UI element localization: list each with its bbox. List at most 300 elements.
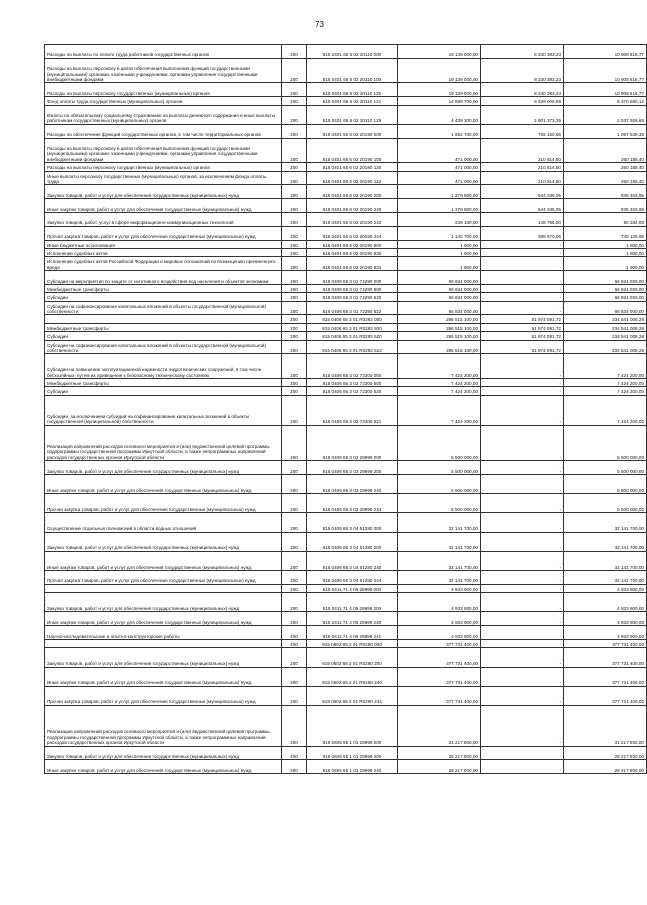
row-admin-code: 200 [282, 395, 307, 425]
table-row [45, 387, 647, 395]
row-approved-amount: 4 933 900,00 [398, 593, 481, 612]
row-executed-amount: - [481, 387, 564, 395]
row-remaining-amount: 5 500 000,00 [564, 461, 647, 475]
row-admin-code: 200 [282, 612, 307, 626]
row-budget-code: 815 0401 65 6 02 20190 800 [307, 240, 398, 248]
row-name: Субсидии [45, 387, 282, 395]
table-row [45, 639, 647, 647]
row-name: Субсидии на повышение эксплуатационной надежности гидротехнических сооружений, в том числе бесхозяйных, путем их приведения к безопасному техническому состоянию [45, 354, 282, 379]
row-remaining-amount: 234 541 008,28 [564, 332, 647, 340]
row-remaining-amount: 7 424 200,00 [564, 395, 647, 425]
row-budget-code: 815 0401 65 6 02 20190 122 [307, 171, 398, 185]
row-name: Расходы на выплаты персоналу в целях обеспечения выполнения функций государственными (муниципальными) органами, казенными учреждениями, органами управления государственными внебюджетными фондами [45, 138, 282, 163]
row-admin-code: 200 [282, 379, 307, 387]
row-approved-amount: 286 515 100,00 [398, 340, 481, 354]
row-budget-code: 815 0406 65 3 02 72300 520 [307, 387, 398, 395]
row-approved-amount: 66 834 000,00 [398, 293, 481, 301]
row-budget-code: 815 0401 65 6 02 20190 200 [307, 185, 398, 199]
budget-table-body [45, 45, 647, 774]
row-admin-code: 200 [282, 584, 307, 592]
row-budget-code: 815 0406 65 3 01 72290 000 [307, 271, 398, 285]
row-budget-code: 815 0406 65 3 02 72300 500 [307, 379, 398, 387]
table-row [45, 240, 647, 248]
row-budget-code: 815 0401 65 6 02 20190 000 [307, 124, 398, 138]
table-row [45, 124, 647, 138]
table-row [45, 163, 647, 171]
table-row [45, 171, 647, 185]
row-executed-amount: 210 814,60 [481, 171, 564, 185]
row-executed-amount: - [481, 395, 564, 425]
row-remaining-amount: 10 908 616,77 [564, 45, 647, 59]
row-executed-amount: - [481, 612, 564, 626]
row-executed-amount: - [481, 686, 564, 705]
row-admin-code: 200 [282, 626, 307, 640]
row-budget-code: 815 0401 65 6 02 20110 120 [307, 83, 398, 97]
row-admin-code: 200 [282, 212, 307, 226]
row-name: Субсидии на софинансирование капитальных вложений в объекты государственной (муниципальной) собственности [45, 340, 282, 354]
row-name: Взносы по обязательному социальному страхованию на выплаты денежного содержания и иные выплаты работникам государственных (муниципальных) органов [45, 105, 282, 124]
row-budget-code: 815 0411 71 4 06 29999 200 [307, 593, 398, 612]
row-approved-amount: 32 141 700,00 [398, 513, 481, 532]
row-budget-code: 815 0406 65 3 03 29999 244 [307, 494, 398, 513]
table-row [45, 746, 647, 760]
row-name: Иные закупки товаров, работ и услуг для обеспечения государственных (муниципальных) нужд [45, 612, 282, 626]
row-name: Закупка товаров, работ и услуг для обеспечения государственных (муниципальных) нужд [45, 648, 282, 667]
row-executed-amount: - [481, 248, 564, 256]
row-remaining-amount: 377 731 400,00 [564, 648, 647, 667]
row-admin-code: 200 [282, 461, 307, 475]
table-row [45, 199, 647, 213]
row-name: Субсидии на софинансирование капитальных вложений в объекты государственной (муниципальной) собственности [45, 301, 282, 315]
row-admin-code: 200 [282, 323, 307, 331]
row-name: Прочая закупка товаров, работ и услуг для обеспечения государственных (муниципальных) нужд [45, 494, 282, 513]
row-executed-amount: - [481, 284, 564, 292]
budget-table [44, 44, 647, 774]
row-remaining-amount: 4 933 900,00 [564, 626, 647, 640]
row-admin-code: 200 [282, 639, 307, 647]
row-budget-code: 815 0401 65 6 02 20110 129 [307, 105, 398, 124]
table-row [45, 332, 647, 340]
table-row [45, 626, 647, 640]
row-name: Расходы на выплаты персоналу в целях обеспечения выполнения функций государственными (муниципальными) органами, казенными учреждениями, органами управления государственными внебюджетными фондами [45, 58, 282, 83]
row-admin-code: 200 [282, 332, 307, 340]
row-name: Иные закупки товаров, работ и услуг для обеспечения государственных (муниципальных) нужд [45, 760, 282, 774]
row-remaining-amount: 260 185,40 [564, 163, 647, 171]
row-budget-code: 815 0406 65 3 02 72300 521 [307, 395, 398, 425]
row-admin-code: 200 [282, 163, 307, 171]
row-approved-amount: 286 515 100,00 [398, 315, 481, 323]
row-admin-code: 200 [282, 387, 307, 395]
row-name: Расходы на обеспечение функций государственных органов, в том числе территориальных органов [45, 124, 282, 138]
row-admin-code: 200 [282, 315, 307, 323]
row-approved-amount: 5 500 000,00 [398, 425, 481, 460]
row-executed-amount: 210 814,60 [481, 138, 564, 163]
row-budget-code: 815 0401 65 6 02 20190 831 [307, 257, 398, 271]
row-approved-amount: 377 731 400,00 [398, 648, 481, 667]
row-budget-code: 815 0401 65 6 02 20190 244 [307, 226, 398, 240]
row-budget-code: 815 0406 65 3 01 R0292 522 [307, 340, 398, 354]
row-budget-code: 815 0406 65 3 04 51280 000 [307, 513, 398, 532]
row-remaining-amount: 4 933 900,00 [564, 593, 647, 612]
row-executed-amount: 51 974 091,72 [481, 340, 564, 354]
row-approved-amount: 7 424 200,00 [398, 354, 481, 379]
table-row [45, 226, 647, 240]
row-budget-code: 815 0602 65 2 01 R0290 000 [307, 639, 398, 647]
row-executed-amount: - [481, 301, 564, 315]
row-remaining-amount: 377 731 400,00 [564, 667, 647, 686]
row-name: Исполнение судебных актов [45, 248, 282, 256]
row-budget-code: 815 0411 71 4 06 29999 240 [307, 612, 398, 626]
row-remaining-amount: 1 097 549,35 [564, 124, 647, 138]
row-approved-amount: 1 379 800,00 [398, 199, 481, 213]
row-remaining-amount: 835 463,95 [564, 199, 647, 213]
row-name [45, 584, 282, 592]
row-name: Закупка товаров, работ и услуг для обеспечения государственных (муниципальных) нужд [45, 185, 282, 199]
table-row [45, 105, 647, 124]
row-budget-code: 815 0401 65 6 02 20190 242 [307, 212, 398, 226]
row-name: Расходы на выплаты по оплате труда работников государственных органов [45, 45, 282, 59]
row-approved-amount: 471 000,00 [398, 138, 481, 163]
row-budget-code: 815 0401 65 6 02 20190 830 [307, 248, 398, 256]
page-number: 73 [315, 20, 324, 29]
row-name: Межбюджетные трансферты [45, 379, 282, 387]
row-admin-code: 200 [282, 475, 307, 494]
row-budget-code: 815 0401 65 6 02 20110 000 [307, 45, 398, 59]
row-budget-code: 815 0401 65 6 02 20110 100 [307, 58, 398, 83]
row-approved-amount: 7 424 200,00 [398, 387, 481, 395]
row-budget-code: 815 0401 65 6 02 20190 100 [307, 138, 398, 163]
row-remaining-amount: 66 834 000,00 [564, 293, 647, 301]
row-name: Иные закупки товаров, работ и услуг для обеспечения государственных (муниципальных) нужд [45, 475, 282, 494]
row-name: Иные закупки товаров, работ и услуг для обеспечения государственных (муниципальных) нужд [45, 551, 282, 570]
row-name: Закупка товаров, работ, услуг в сфере информационно-коммуникационных технологий [45, 212, 282, 226]
table-row [45, 584, 647, 592]
row-remaining-amount: 234 541 008,28 [564, 340, 647, 354]
row-name: Закупка товаров, работ и услуг для обеспечения государственных (муниципальных) нужд [45, 746, 282, 760]
row-approved-amount: 286 515 100,00 [398, 323, 481, 331]
row-budget-code: 815 0406 65 3 01 72290 520 [307, 293, 398, 301]
row-executed-amount: 8 230 383,23 [481, 45, 564, 59]
table-row [45, 97, 647, 105]
row-executed-amount: 544 336,05 [481, 185, 564, 199]
row-executed-amount: - [481, 705, 564, 746]
row-name: Фонд оплаты труда государственных (муниципальных) органов [45, 97, 282, 105]
row-executed-amount: 395 570,05 [481, 226, 564, 240]
row-executed-amount: - [481, 257, 564, 271]
row-approved-amount: 1 140 700,00 [398, 226, 481, 240]
row-remaining-amount: 8 370 690,12 [564, 97, 647, 105]
row-remaining-amount: 234 541 008,28 [564, 323, 647, 331]
row-remaining-amount: 28 217 600,00 [564, 746, 647, 760]
table-row [45, 340, 647, 354]
row-approved-amount: 66 834 000,00 [398, 301, 481, 315]
row-approved-amount: 377 731 400,00 [398, 667, 481, 686]
row-executed-amount: - [481, 494, 564, 513]
table-row [45, 185, 647, 199]
row-admin-code: 200 [282, 293, 307, 301]
row-executed-amount: - [481, 593, 564, 612]
row-approved-amount: 31 217 600,00 [398, 705, 481, 746]
row-executed-amount: - [481, 639, 564, 647]
table-row [45, 532, 647, 551]
row-name: Расходы на выплаты персоналу государственных (муниципальных) органов [45, 163, 282, 171]
row-remaining-amount: 1 900,00 [564, 257, 647, 271]
row-admin-code: 200 [282, 124, 307, 138]
table-row [45, 551, 647, 570]
row-budget-code: 815 0406 65 3 01 R0292 000 [307, 315, 398, 323]
row-approved-amount: 471 000,00 [398, 163, 481, 171]
row-name: Реализация направлений расходов основного мероприятия и (или) ведомственной целевой программы, подпрограммы государственной программы Иркутской области, а также непрограммных направлений расходов государственных органов Иркутской области [45, 705, 282, 746]
row-admin-code: 200 [282, 83, 307, 97]
table-row [45, 570, 647, 584]
row-budget-code: 815 0406 65 3 04 51280 240 [307, 551, 398, 570]
row-admin-code: 200 [282, 257, 307, 271]
row-executed-amount: - [481, 513, 564, 532]
row-admin-code: 200 [282, 340, 307, 354]
row-approved-amount: 4 933 900,00 [398, 584, 481, 592]
row-executed-amount: - [481, 584, 564, 592]
row-executed-amount: - [481, 648, 564, 667]
row-admin-code: 200 [282, 284, 307, 292]
row-executed-amount: 8 230 383,23 [481, 83, 564, 97]
table-row [45, 212, 647, 226]
row-budget-code: 815 0602 65 2 01 R0290 200 [307, 648, 398, 667]
row-name: Исполнение судебных актов Российской Федерации и мировых соглашений по возмещению причиненного вреда [45, 257, 282, 271]
row-remaining-amount: 4 933 900,00 [564, 584, 647, 592]
row-remaining-amount: 1 900,00 [564, 240, 647, 248]
row-remaining-amount: 10 908 616,77 [564, 58, 647, 83]
row-executed-amount: - [481, 461, 564, 475]
row-executed-amount: - [481, 667, 564, 686]
row-executed-amount: 148 766,00 [481, 212, 564, 226]
row-name: Научно-исследовательские и опытно-конструкторские работы [45, 626, 282, 640]
row-budget-code: 815 0411 71 4 06 29999 241 [307, 626, 398, 640]
row-name [45, 639, 282, 647]
row-admin-code: 200 [282, 45, 307, 59]
row-name: Иные закупки товаров, работ и услуг для обеспечения государственных (муниципальных) нужд [45, 667, 282, 686]
row-approved-amount: 28 217 600,00 [398, 746, 481, 760]
row-budget-code: 815 0406 65 3 04 51280 200 [307, 532, 398, 551]
table-row [45, 257, 647, 271]
table-row [45, 58, 647, 83]
table-row [45, 667, 647, 686]
row-remaining-amount: 4 933 900,00 [564, 612, 647, 626]
row-budget-code: 815 0602 65 2 01 R0290 244 [307, 686, 398, 705]
row-approved-amount: 377 731 400,00 [398, 639, 481, 647]
row-name [45, 315, 282, 323]
row-remaining-amount: 10 908 616,77 [564, 83, 647, 97]
row-executed-amount: - [481, 240, 564, 248]
row-budget-code: 815 0605 65 1 01 29999 200 [307, 746, 398, 760]
table-row [45, 293, 647, 301]
table-row [45, 494, 647, 513]
row-approved-amount: 471 000,00 [398, 171, 481, 185]
row-remaining-amount: 7 424 200,00 [564, 379, 647, 387]
table-row [45, 323, 647, 331]
row-budget-code: 815 0406 65 3 01 72290 522 [307, 301, 398, 315]
row-admin-code: 200 [282, 686, 307, 705]
row-approved-amount: 19 139 000,00 [398, 83, 481, 97]
row-approved-amount: 66 834 000,00 [398, 284, 481, 292]
row-approved-amount: 239 100,00 [398, 212, 481, 226]
row-executed-amount: - [481, 760, 564, 774]
row-admin-code: 200 [282, 240, 307, 248]
row-approved-amount: 19 139 000,00 [398, 58, 481, 83]
table-row [45, 248, 647, 256]
row-name: Субсидии, за исключением субсидий на софинансирование капитальных вложений в объекты государственной (муниципальной) собственности [45, 395, 282, 425]
row-admin-code: 200 [282, 593, 307, 612]
row-admin-code: 200 [282, 667, 307, 686]
row-remaining-amount: 31 217 600,00 [564, 705, 647, 746]
row-admin-code: 200 [282, 199, 307, 213]
table-row [45, 612, 647, 626]
row-approved-amount: 14 699 700,00 [398, 97, 481, 105]
row-remaining-amount: 5 500 000,00 [564, 475, 647, 494]
row-remaining-amount: 32 141 700,00 [564, 513, 647, 532]
row-admin-code: 200 [282, 138, 307, 163]
row-admin-code: 200 [282, 354, 307, 379]
table-row [45, 271, 647, 285]
table-row [45, 315, 647, 323]
row-admin-code: 200 [282, 648, 307, 667]
row-approved-amount: 1 900,00 [398, 257, 481, 271]
row-executed-amount: 8 230 383,23 [481, 58, 564, 83]
row-admin-code: 200 [282, 58, 307, 83]
row-remaining-amount: 5 500 000,00 [564, 494, 647, 513]
row-remaining-amount: 90 334,00 [564, 212, 647, 226]
row-executed-amount: - [481, 271, 564, 285]
row-approved-amount: 286 515 100,00 [398, 332, 481, 340]
row-budget-code: 815 0411 71 4 06 29999 000 [307, 584, 398, 592]
row-executed-amount: - [481, 626, 564, 640]
row-admin-code: 200 [282, 570, 307, 584]
row-executed-amount: - [481, 551, 564, 570]
row-approved-amount: 32 141 700,00 [398, 570, 481, 584]
row-remaining-amount: 1 900,00 [564, 248, 647, 256]
table-row [45, 395, 647, 425]
row-budget-code: 815 0401 65 6 02 20110 121 [307, 97, 398, 105]
row-executed-amount: 755 150,65 [481, 124, 564, 138]
row-remaining-amount: 66 834 000,00 [564, 284, 647, 292]
row-admin-code: 200 [282, 746, 307, 760]
row-remaining-amount: 32 141 700,00 [564, 532, 647, 551]
row-remaining-amount: 835 463,95 [564, 185, 647, 199]
row-remaining-amount: 377 731 400,00 [564, 686, 647, 705]
row-remaining-amount: 260 185,40 [564, 171, 647, 185]
row-budget-code: 815 0406 65 3 01 R0292 520 [307, 332, 398, 340]
row-approved-amount: 32 141 700,00 [398, 551, 481, 570]
row-admin-code: 200 [282, 532, 307, 551]
row-name: Расходы на выплаты персоналу государственных (муниципальных) органов [45, 83, 282, 97]
table-row [45, 45, 647, 59]
row-admin-code: 200 [282, 271, 307, 285]
row-name: Осуществление отдельных полномочий в области водных отношений [45, 513, 282, 532]
row-name: Межбюджетные трансферты [45, 284, 282, 292]
row-name: Закупка товаров, работ и услуг для обеспечения государственных (муниципальных) нужд [45, 593, 282, 612]
row-approved-amount: 1 900,00 [398, 240, 481, 248]
row-executed-amount: 51 974 091,72 [481, 323, 564, 331]
row-admin-code: 200 [282, 248, 307, 256]
row-admin-code: 200 [282, 97, 307, 105]
table-row [45, 760, 647, 774]
row-executed-amount: - [481, 570, 564, 584]
row-approved-amount: 1 852 700,00 [398, 124, 481, 138]
row-executed-amount: - [481, 746, 564, 760]
row-budget-code: 815 0406 65 3 03 29999 240 [307, 475, 398, 494]
table-row [45, 513, 647, 532]
row-budget-code: 815 0406 65 3 01 R0292 500 [307, 323, 398, 331]
table-row [45, 475, 647, 494]
row-admin-code: 200 [282, 425, 307, 460]
row-name: Прочая закупка товаров, работ и услуг для обеспечения государственных (муниципальных) нужд [45, 226, 282, 240]
row-budget-code: 815 0406 65 3 03 29999 200 [307, 461, 398, 475]
row-executed-amount: - [481, 425, 564, 460]
row-remaining-amount: 7 424 200,00 [564, 354, 647, 379]
table-row [45, 83, 647, 97]
row-remaining-amount: 66 834 000,00 [564, 271, 647, 285]
row-executed-amount: - [481, 293, 564, 301]
row-name: Иные закупки товаров, работ и услуг для обеспечения государственных (муниципальных) нужд [45, 199, 282, 213]
row-remaining-amount: 234 541 008,28 [564, 315, 647, 323]
row-approved-amount: 5 500 000,00 [398, 494, 481, 513]
row-remaining-amount: 28 217 600,00 [564, 760, 647, 774]
row-remaining-amount: 66 834 000,00 [564, 301, 647, 315]
table-row [45, 301, 647, 315]
table-row [45, 425, 647, 460]
row-remaining-amount: 7 424 200,00 [564, 387, 647, 395]
row-name: Закупка товаров, работ и услуг для обеспечения государственных (муниципальных) нужд [45, 461, 282, 475]
row-executed-amount: 6 329 009,88 [481, 97, 564, 105]
row-name: Прочая закупка товаров, работ и услуг для обеспечения государственных (муниципальных) нужд [45, 686, 282, 705]
row-budget-code: 815 0602 65 2 01 R0290 240 [307, 667, 398, 686]
row-name: Прочая закупка товаров, работ и услуг для обеспечения государственных (муниципальных) нужд [45, 570, 282, 584]
row-approved-amount: 1 379 800,00 [398, 185, 481, 199]
row-approved-amount: 28 217 600,00 [398, 760, 481, 774]
row-approved-amount: 377 731 400,00 [398, 686, 481, 705]
row-executed-amount: - [481, 532, 564, 551]
row-remaining-amount: 745 129,95 [564, 226, 647, 240]
table-row [45, 593, 647, 612]
row-approved-amount: 4 439 300,00 [398, 105, 481, 124]
row-admin-code: 200 [282, 105, 307, 124]
row-name: Иные бюджетные ассигнования [45, 240, 282, 248]
row-name: Межбюджетные трансферты [45, 323, 282, 331]
row-name: Субсидии на мероприятия по защите от негативного воздействия вод населения и объектов экономики [45, 271, 282, 285]
row-admin-code: 200 [282, 301, 307, 315]
row-remaining-amount: 5 500 000,00 [564, 425, 647, 460]
row-budget-code: 815 0401 65 6 02 20190 120 [307, 163, 398, 171]
row-remaining-amount: 377 731 400,00 [564, 639, 647, 647]
row-admin-code: 200 [282, 185, 307, 199]
row-admin-code: 200 [282, 551, 307, 570]
row-executed-amount: - [481, 379, 564, 387]
row-budget-code: 815 0406 65 3 02 72300 000 [307, 354, 398, 379]
row-budget-code: 815 0605 65 1 01 29999 240 [307, 760, 398, 774]
row-approved-amount: 5 500 000,00 [398, 461, 481, 475]
table-row [45, 379, 647, 387]
row-approved-amount: 66 834 000,00 [398, 271, 481, 285]
table-row [45, 705, 647, 746]
row-remaining-amount: 2 537 926,65 [564, 105, 647, 124]
row-budget-code: 815 0406 65 3 03 29999 000 [307, 425, 398, 460]
row-remaining-amount: 32 141 700,00 [564, 570, 647, 584]
table-row [45, 686, 647, 705]
table-row [45, 461, 647, 475]
row-name: Иные выплаты персоналу государственных (муниципальных) органов, за исключением фонда оплаты труда [45, 171, 282, 185]
table-row [45, 284, 647, 292]
row-executed-amount: 1 901 373,35 [481, 105, 564, 124]
table-row [45, 138, 647, 163]
